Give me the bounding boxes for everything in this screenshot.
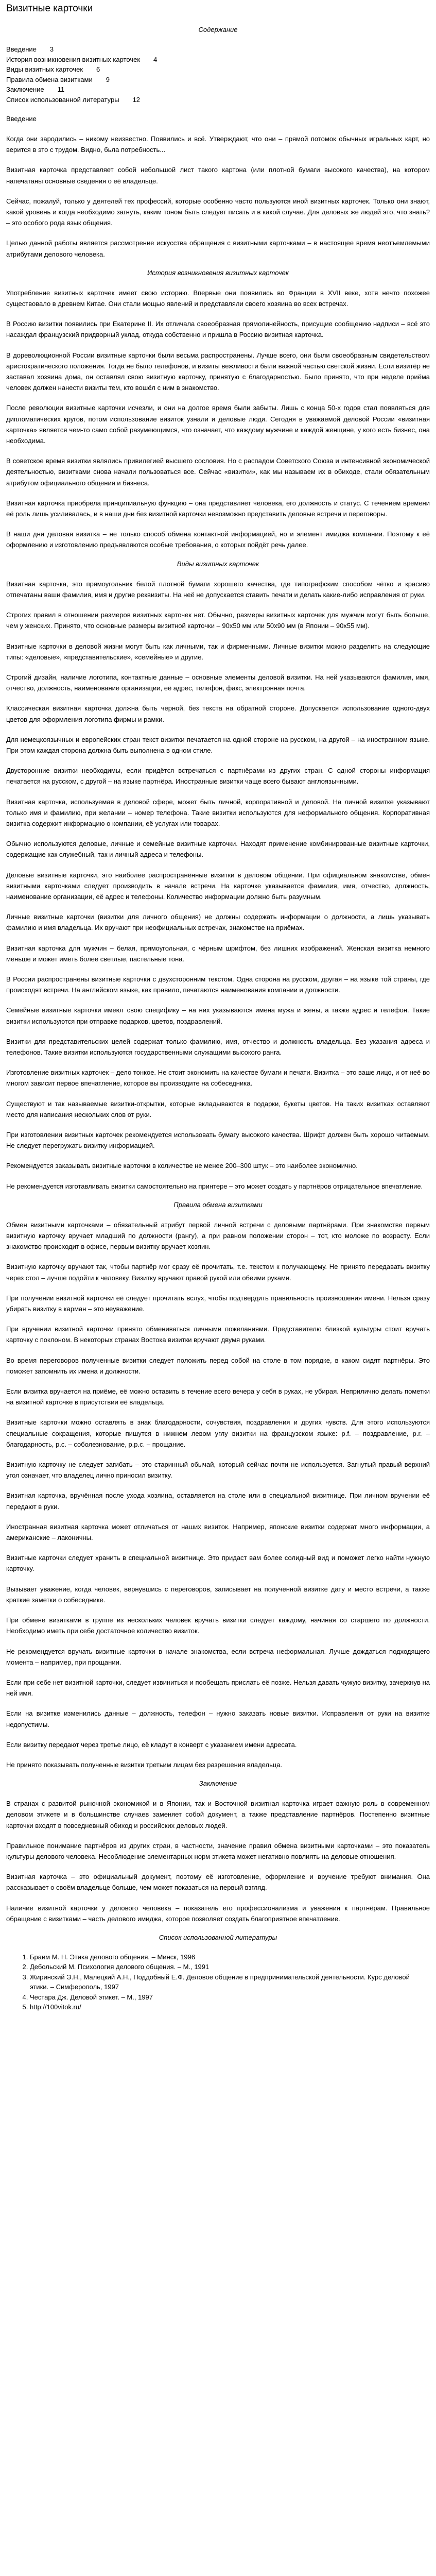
- intro-paragraphs: [6, 133, 430, 260]
- paragraph: В советское время визитки являлись привилегией высшего сословия. Но с распадом Советского Союза и интенсивной экономической деятельностью, визитками снова начали пользоваться все. Сейчас «визитки», как мы называем их в обиходе, стали обязательным атрибутом официального общения и бизнеса.: [6, 457, 430, 487]
- paragraph: Не рекомендуется изготавливать визитки самостоятельно на принтере – это может создать у партнёров отрицательное впечатление.: [6, 1182, 423, 1190]
- paragraph: Не рекомендуется вручать визитные карточки в начале знакомства, если встреча неформальная. Лучше дождаться подходящего момента – например, при прощании.: [6, 1647, 430, 1666]
- paragraph: При вручении визитной карточки принято обмениваться личными пожеланиями. Представителю близкой культуры стоит вручать карточку с поклоном. В некоторых странах Востока визитки вручают двумя руками.: [6, 1325, 430, 1344]
- history-section: [6, 269, 430, 551]
- toc-item-page: 3: [49, 45, 54, 53]
- toc-item-label: Виды визитных карточек: [6, 65, 83, 73]
- paragraph: Вызывает уважение, когда человек, вернувшись с переговоров, записывает на полученной визитке дату и место встречи, а также краткие заметки о собеседнике.: [6, 1585, 430, 1604]
- paragraph: В Россию визитки появились при Екатерине II. Их отличала своеобразная прямолинейность, присущие сообщению надписи – всё это насаждал французский придворный уклад, откуда собственно и пришла в Россию визитная карточка.: [6, 320, 430, 339]
- paragraph: Обмен визитными карточками – обязательный атрибут первой личной встречи с деловыми партнёрами. При знакомстве первым визитную карточку вручает младший по должности (рангу), а при равном положении сторон – тот, кто моложе по возрасту. Если знакомство происходит в офисе, первым визитку вручает хозяин.: [6, 1221, 430, 1251]
- toc-heading: Содержание: [198, 26, 238, 33]
- paragraph: В дореволюционной России визитные карточки были весьма распространены. Лучше всего, они были своеобразным свидетельством аристократического положения. Тогда не было телефонов, и визиты вежливости были важной частью светской жизни. Если визитёр не заставал хозяина дома, он оставлял свою визитную карточку, принятую с благодарностью. Было принято, что при неделе приёма человек должен нанести визиты тем, кто вошёл с ним в знакомство.: [6, 351, 430, 392]
- intro-section: [6, 115, 430, 260]
- paragraph: Визитная карточка для мужчин – белая, прямоугольная, с чёрным шрифтом, без лишних изображений. Женская визитка немного меньше и может иметь более светлые, пастельные тона.: [6, 944, 430, 963]
- document-title: Визитные карточки: [6, 3, 93, 14]
- intro-heading: Введение: [6, 115, 37, 123]
- toc-item-page: 11: [57, 86, 65, 93]
- paragraph: Иностранная визитная карточка может отличаться от наших визиток. Например, японские визитки содержат много информации, а американские – лаконичны.: [6, 1522, 430, 1542]
- toc-item-page: 9: [106, 75, 110, 83]
- references-list: [23, 1952, 430, 2012]
- paragraph: Строгих правил в отношении размеров визитных карточек нет. Обычно, размеры визитных карточек для мужчин могут быть больше, чем у женских. Принято, что основные размеры визитной карточки – 90x50 мм или 50x90 мм (в Японии – 90x55 мм).: [6, 611, 430, 630]
- paragraph: Когда они зародились – никому неизвестно. Появились и всё. Утверждают, что они – прямой потомок обычных игральных карт, но верится в это с трудом. Видно, бьла потребность...: [6, 135, 430, 154]
- toc-item-label: История возникновения визитных карточек: [6, 55, 141, 63]
- paragraph: Визитные карточки в деловой жизни могут быть как личными, так и фирменными. Личные визитки можно разделить на следующие типы: «деловые», «представительские», «семейные» и другие.: [6, 642, 430, 661]
- toc-list: [6, 44, 430, 105]
- paragraph: Употребление визитных карточек имеет свою историю. Впервые они появились во Франции в XVII веке, хотя нечто похожее существовало в древнем Китае. Они стали мощью явлений и представляли своего хозяина во всех встречах.: [6, 289, 430, 308]
- paragraph: Наличие визитной карточки у делового человека – показатель его профессионализма и уважения к партнёрам. Правильное обращение с визитками – часть делового имиджа, которое позволяет создать благоприятное впечатление.: [6, 1904, 430, 1923]
- paragraph: Личные визитные карточки (визитки для личного общения) не должны содержать информации о должности, а лишь указывать фамилию и имя владельца. Их вручают при неофициальных встречах, знакомстве на приёмах.: [6, 913, 430, 932]
- history-heading: История возникновения визитных карточек: [147, 268, 289, 277]
- paragraph: Визитные карточки следует хранить в специальной визитнице. Это придаст вам более солидный вид и поможет легко найти нужную карточку.: [6, 1554, 430, 1573]
- toc-item: [6, 64, 430, 75]
- paragraph: В России распространены визитные карточки с двухсторонним текстом. Одна сторона на русском, другая – на языке той страны, где происходят встречи. На английском языке, как правило, печатаются наименования компании и должности.: [6, 975, 430, 994]
- paragraph: Рекомендуется заказывать визитные карточки в количестве не менее 200–300 штук – это наиболее экономично.: [6, 1162, 358, 1170]
- toc-item: [6, 84, 430, 95]
- reference-item: 3. Жиринский Э.Н., Малецкий А.Н., Поддобный Е.Ф. Деловое общение в предпринимательской деятельности. Курс деловой этики. – Симферополь, 1997: [30, 1972, 430, 1992]
- paragraph: Визитная карточка, используемая в деловой сфере, может быть личной, корпоративной и деловой. На личной визитке указывают только имя и фамилию, при желании – номер телефона. Такие визитки используются для неформального общения. Корпоративная визитка содержит информацию о компании, её услугах или товарах.: [6, 798, 430, 827]
- types-section: [6, 560, 430, 1192]
- paragraph: Визитная карточка – это официальный документ, поэтому её изготовление, оформление и вручение требуют внимания. Она рассказывает о своём владельце больше, чем может показаться на первый взгляд.: [6, 1873, 430, 1892]
- paragraph: Визитная карточка приобрела принципиальную функцию – она представляет человека, его должность и статус. С течением времени её роль лишь усиливалась, и в наши дни без визитной карточки невозможно представить деловые встречи и переговоры.: [6, 499, 430, 518]
- paragraph: Строгий дизайн, наличие логотипа, контактные данные – основные элементы деловой визитки. На ней указываются фамилия, имя, отчество, должность, наименование организации, её адрес, телефон, факс, электронная почта.: [6, 673, 430, 692]
- paragraph: Если на визитке изменились данные – должность, телефон – нужно заказать новые визитки. Исправления от руки на визитке недопустимы.: [6, 1709, 430, 1728]
- paragraph: Классическая визитная карточка должна быть черной, без текста на обратной стороне. Допускается использование одного-двух цветов для оформления логотипа фирмы и рамки.: [6, 704, 430, 723]
- rules-heading: Правила обмена визитками: [173, 1200, 263, 1209]
- paragraph: Двусторонние визитки необходимы, если придётся встречаться с партнёрами из других стран. С одной стороны информация печатается на русском, с другой – на языке партнёра. Иностранные визитки чаще всего бывают англоязычными.: [6, 767, 430, 786]
- toc-item-page: 12: [132, 95, 141, 104]
- conclusion-heading: Заключение: [199, 1780, 237, 1788]
- paragraph: Визитки для представительских целей содержат только фамилию, имя, отчество и должность владельца. Без указания адреса и телефонов. Такие визитки используются государственными служащими высокого ранга.: [6, 1037, 430, 1056]
- history-paragraphs: [6, 287, 430, 551]
- toc-item: [6, 95, 430, 105]
- conclusion-section: [6, 1780, 430, 1924]
- paragraph: После революции визитные карточки исчезли, и они на долгое время были забыты. Лишь с конца 50-х годов стал появляться для дипломатических кругов, потом использование визиток узнали и деловые люди. Сегодня в уважаемой деловой России «визитная карточка» является чем-то само собой разумеющимся, что означает, что каждому мужчине и каждой женщине, у кого есть бизнес, она необходима.: [6, 404, 430, 445]
- paragraph: Деловые визитные карточки, это наиболее распространённые визитки в деловом общении. При официальном знакомстве, обмен визитными карточками следует производить в начале встречи. На карточке указывается фамилия, имя, отчество, должность, наименование организации, её адрес и телефоны. Количество информации должно быть разумным.: [6, 871, 430, 901]
- paragraph: Визитные карточки можно оставлять в знак благодарности, сочувствия, поздравления и других чувств. Для этого используются специальные сокращения, которые пишутся в нижнем левом углу визитки на французском языке: p.f. – поздравление, p.r. – благодарность, p.c. – соболезнование, p.p.c. – прощание.: [6, 1418, 430, 1448]
- paragraph: Для немецкоязычных и европейских стран текст визитки печатается на одной стороне на русском, на другой – на иностранном языке. При этом каждая сторона должна быть выполнена в одном стиле.: [6, 735, 430, 754]
- rules-paragraphs: [6, 1219, 430, 1770]
- toc-item-label: Правила обмена визитками: [6, 75, 93, 83]
- toc-item: [6, 55, 430, 65]
- paragraph: Во время переговоров полученные визитки следует положить перед собой на столе в том порядке, в каком сидят партнёры. Это поможет запомнить их имена и должности.: [6, 1356, 430, 1375]
- reference-item: 4. Честара Дж. Деловой этикет. – М., 1997: [30, 1992, 430, 2003]
- toc-item: [6, 44, 430, 55]
- paragraph: Визитная карточка представляет собой небольшой лист такого картона (или плотной бумаги высокого качества), на котором напечатаны основные сведения о её владельце.: [6, 166, 430, 185]
- references-heading: Список использованной литературы: [159, 1933, 277, 1941]
- toc-item-label: Введение: [6, 45, 37, 53]
- toc-item: [6, 75, 430, 85]
- paragraph: Визитная карточка, вручённая после ухода хозяина, оставляется на столе или в специальной визитнице. При личном вручении её передают в руки.: [6, 1492, 430, 1511]
- paragraph: Сейчас, пожалуй, только у деятелей тех профессий, которые особенно часто пользуются иной визитных карточек. Только они знают, какой уровень и когда необходимо загнуть, каким тоном быть следует писать и в какой случае. Для деловых же людей это, что знать? – это особого рода язык общения.: [6, 197, 430, 227]
- table-of-contents: [6, 26, 430, 105]
- paragraph: Если визитка вручается на приёме, её можно оставить в течение всего вечера у себя в руках, не убирая. Неприлично делать пометки на визитной карточке в присутствии её владельца.: [6, 1387, 430, 1406]
- paragraph: При обмене визитками в группе из нескольких человек вручать визитки следует каждому, начиная со старшего по должности. Необходимо иметь при себе достаточное количество визиток.: [6, 1616, 430, 1635]
- toc-item-page: 6: [96, 65, 100, 73]
- paragraph: Правильное понимание партнёров из других стран, в частности, значение правил обмена визитными карточками – это показатель культуры делового человека. Несоблюдение элементарных норм этикета может негативно повлиять на деловые отношения.: [6, 1841, 430, 1860]
- rules-section: [6, 1201, 430, 1770]
- paragraph: Семейные визитные карточки имеют свою специфику – на них указываются имена мужа и жены, а также адрес и телефон. Такие визитки используются при отправке подарков, цветов, поздравлений.: [6, 1006, 430, 1025]
- paragraph: Целью данной работы является рассмотрение искусства обращения с визитными карточками – в настоящее время неотъемлемыми атрибутами делового человека.: [6, 239, 430, 258]
- paragraph: В наши дни деловая визитка – не только способ обмена контактной информацией, но и элемент имиджа компании. Поэтому к её оформлению и изготовлению предъявляются особые требования, о которых пойдёт речь далее.: [6, 530, 430, 549]
- paragraph: Визитную карточку не следует загибать – это старинный обычай, который сейчас почти не используется. Загнутый правый верхний угол означает, что владелец лично приносил визитку.: [6, 1461, 430, 1480]
- paragraph: Не принято показывать полученные визитки третьим лицам без разрешения владельца.: [6, 1760, 283, 1769]
- reference-item: 2. Дебольский М. Психология делового общения. – М., 1991: [30, 1962, 430, 1972]
- paragraph: Визитная карточка, это прямоугольник белой плотной бумаги хорошего качества, где типографским способом чётко и красиво отпечатаны ваши фамилия, имя и другие реквизиты. На неё не допускается ставить печати и делать какие-либо исправления от руки.: [6, 580, 430, 599]
- references-section: [6, 1934, 430, 2012]
- paragraph: Изготовление визитных карточек – дело тонкое. Не стоит экономить на качестве бумаги и печати. Визитка – это ваше лицо, и от неё во многом зависит первое впечатление, которое вы производите на собеседника.: [6, 1069, 430, 1088]
- reference-item[interactable]: 5. http://100vitok.ru/: [30, 2002, 430, 2012]
- paragraph: Визитную карточку вручают так, чтобы партнёр мог сразу её прочитать, т.е. текстом к получающему. Не принято передавать визитку через стол – лучше подойти к человеку. Визитку вручают правой рукой или обеими руками.: [6, 1263, 430, 1282]
- toc-item-page: 4: [153, 55, 158, 63]
- types-heading: Виды визитных карточек: [177, 560, 259, 568]
- paragraph: Если при себе нет визитной карточки, следует извиниться и пообещать прислать её позже. Нельзя давать чужую визитку, зачеркнув на ней имя.: [6, 1678, 430, 1698]
- types-paragraphs: [6, 579, 430, 1192]
- paragraph: Обычно используются деловые, личные и семейные визитные карточки. Находят применение комбинированные визитные карточки, содержащие как служебный, так и личный адреса и телефоны.: [6, 840, 430, 859]
- paragraph: При изготовлении визитных карточек рекомендуется использовать бумагу высокого качества. Шрифт должен быть хорошо читаемым. Не следует перегружать визитку информацией.: [6, 1131, 430, 1150]
- paragraph: При получении визитной карточки её следует прочитать вслух, чтобы подтвердить правильность произношения имени. Нельзя сразу убирать визитку в карман – это неуважение.: [6, 1294, 430, 1313]
- reference-item: 1. Браим М. Н. Этика делового общения. – Минск, 1996: [30, 1952, 430, 1962]
- conclusion-paragraphs: [6, 1798, 430, 1924]
- toc-item-label: Заключение: [6, 86, 44, 93]
- toc-item-label: Список использованной литературы: [6, 95, 119, 104]
- paragraph: В странах с развитой рыночной экономикой и в Японии, так и Восточной визитная карточка играет важную роль в современном деловом этикете и в большинстве случаев заменяет собой документ, а также представление партнёров. Постепенно визитные карточки входят в повседневный обиход и российских деловых людей.: [6, 1800, 430, 1829]
- paragraph: Существуют и так называемые визитки-открытки, которые вкладываются в подарки, букеты цветов. На таких визитках оставляют место для написания нескольких слов от руки.: [6, 1099, 430, 1118]
- paragraph: Если визитку передают через третье лицо, её кладут в конверт с указанием имени адресата.: [6, 1740, 297, 1749]
